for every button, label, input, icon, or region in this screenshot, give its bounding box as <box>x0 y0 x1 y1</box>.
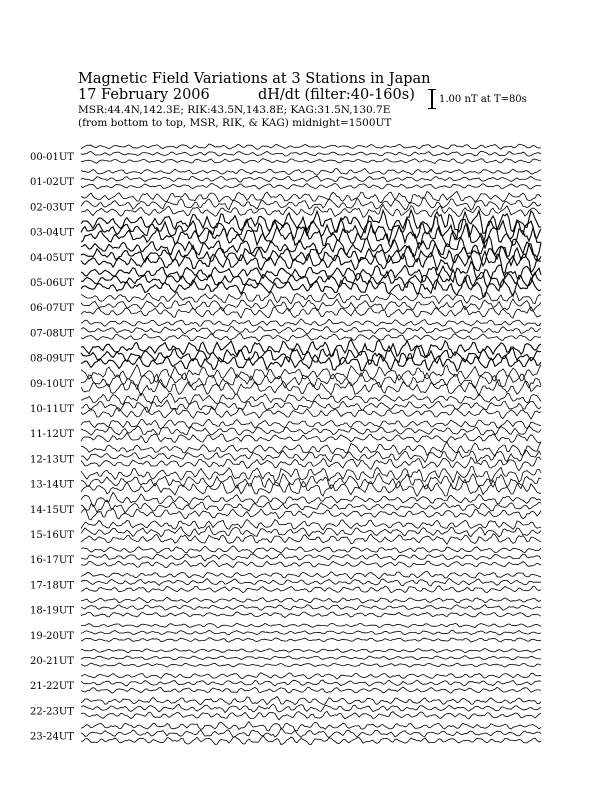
trace-rik-23-24ut <box>81 728 541 737</box>
trace-kag-00-01ut <box>81 144 541 149</box>
hour-label: 06-07UT <box>30 303 74 315</box>
hour-label: 08-09UT <box>30 353 74 365</box>
trace-msr-14-15ut <box>81 508 541 520</box>
trace-kag-19-20ut <box>81 623 541 627</box>
trace-msr-00-01ut <box>81 159 541 164</box>
hour-label: 15-16UT <box>30 530 74 541</box>
hour-label: 13-14UT <box>30 479 74 491</box>
trace-kag-16-17ut <box>81 546 541 554</box>
hour-label: 11-12UT <box>30 429 74 441</box>
station-traces <box>81 144 541 745</box>
trace-kag-02-03ut <box>81 191 541 203</box>
hour-label: 17-18UT <box>30 580 74 592</box>
trace-msr-17-18ut <box>81 586 541 593</box>
trace-kag-01-02ut <box>81 168 541 175</box>
trace-msr-06-07ut <box>81 306 541 318</box>
hour-label: 10-11UT <box>30 404 74 415</box>
trace-kag-18-19ut <box>81 598 541 604</box>
hour-label: 03-04UT <box>30 227 74 239</box>
hour-label: 22-23UT <box>30 706 74 718</box>
trace-rik-21-22ut <box>81 680 541 686</box>
chart-date: 17 February 2006 <box>78 87 210 103</box>
trace-msr-16-17ut <box>81 560 541 567</box>
hour-label: 01-02UT <box>30 177 74 189</box>
trace-kag-21-22ut <box>81 673 541 679</box>
chart-component-filter: dH/dt (filter:40-160s) <box>258 87 415 103</box>
chart-title: Magnetic Field Variations at 3 Stations in Japan <box>78 71 431 87</box>
trace-msr-07-08ut <box>81 334 541 342</box>
trace-rik-18-19ut <box>81 605 541 611</box>
hour-label: 00-01UT <box>30 152 74 163</box>
trace-msr-22-23ut <box>81 711 541 720</box>
trace-rik-17-18ut <box>81 578 541 586</box>
trace-kag-22-23ut <box>81 697 541 705</box>
trace-kag-10-11ut <box>81 393 541 404</box>
trace-rik-08-09ut <box>81 346 541 365</box>
trace-msr-12-13ut <box>81 457 541 471</box>
hour-label: 20-21UT <box>30 656 74 667</box>
trace-msr-01-02ut <box>81 184 541 190</box>
trace-kag-11-12ut <box>81 419 541 429</box>
hour-label: 23-24UT <box>30 731 74 743</box>
station-coordinates: MSR:44.4N,142.3E; RIK:43.5N,143.8E; KAG:31.5N,130.7E <box>78 104 391 116</box>
trace-rik-01-02ut <box>81 176 541 182</box>
trace-kag-23-24ut <box>81 722 541 731</box>
station-order-note: (from bottom to top, MSR, RIK, & KAG) midnight=1500UT <box>78 117 392 129</box>
trace-rik-11-12ut <box>81 426 541 435</box>
hour-label: 04-05UT <box>30 252 74 264</box>
trace-msr-04-05ut <box>81 251 541 273</box>
trace-msr-20-21ut <box>81 663 541 667</box>
hour-label: 14-15UT <box>30 504 74 516</box>
trace-rik-02-03ut <box>81 198 541 210</box>
trace-rik-22-23ut <box>81 704 541 712</box>
trace-msr-02-03ut <box>81 205 541 218</box>
trace-rik-20-21ut <box>81 656 541 660</box>
hour-label: 09-10UT <box>30 378 74 390</box>
trace-rik-12-13ut <box>81 450 541 462</box>
hour-labels <box>30 152 74 743</box>
trace-msr-11-12ut <box>81 433 541 444</box>
trace-msr-13-14ut <box>81 479 541 496</box>
trace-msr-23-24ut <box>81 736 541 745</box>
hour-label: 18-19UT <box>30 605 74 617</box>
hour-label: 05-06UT <box>30 278 74 289</box>
trace-rik-09-10ut <box>81 373 541 390</box>
trace-kag-05-06ut <box>81 262 541 282</box>
trace-kag-20-21ut <box>81 649 541 653</box>
hour-label: 16-17UT <box>30 555 74 567</box>
trace-rik-19-20ut <box>81 630 541 635</box>
hour-label: 12-13UT <box>30 454 74 466</box>
trace-msr-18-19ut <box>81 612 541 618</box>
hour-label: 21-22UT <box>30 681 74 693</box>
trace-rik-07-08ut <box>81 326 541 334</box>
trace-msr-19-20ut <box>81 638 541 642</box>
trace-kag-12-13ut <box>81 441 541 456</box>
hour-label: 02-03UT <box>30 202 74 214</box>
trace-kag-06-07ut <box>81 291 541 304</box>
trace-rik-00-01ut <box>81 151 541 156</box>
trace-msr-21-22ut <box>81 687 541 693</box>
trace-kag-09-10ut <box>81 365 541 382</box>
trace-rik-06-07ut <box>81 299 541 311</box>
trace-kag-07-08ut <box>81 319 541 327</box>
hour-label: 07-08UT <box>30 328 74 340</box>
trace-kag-17-18ut <box>81 571 541 579</box>
trace-rik-16-17ut <box>81 554 541 561</box>
trace-kag-15-16ut <box>81 520 541 531</box>
scale-label: 1.00 nT at T=80s <box>439 94 527 105</box>
hour-label: 19-20UT <box>30 630 74 642</box>
